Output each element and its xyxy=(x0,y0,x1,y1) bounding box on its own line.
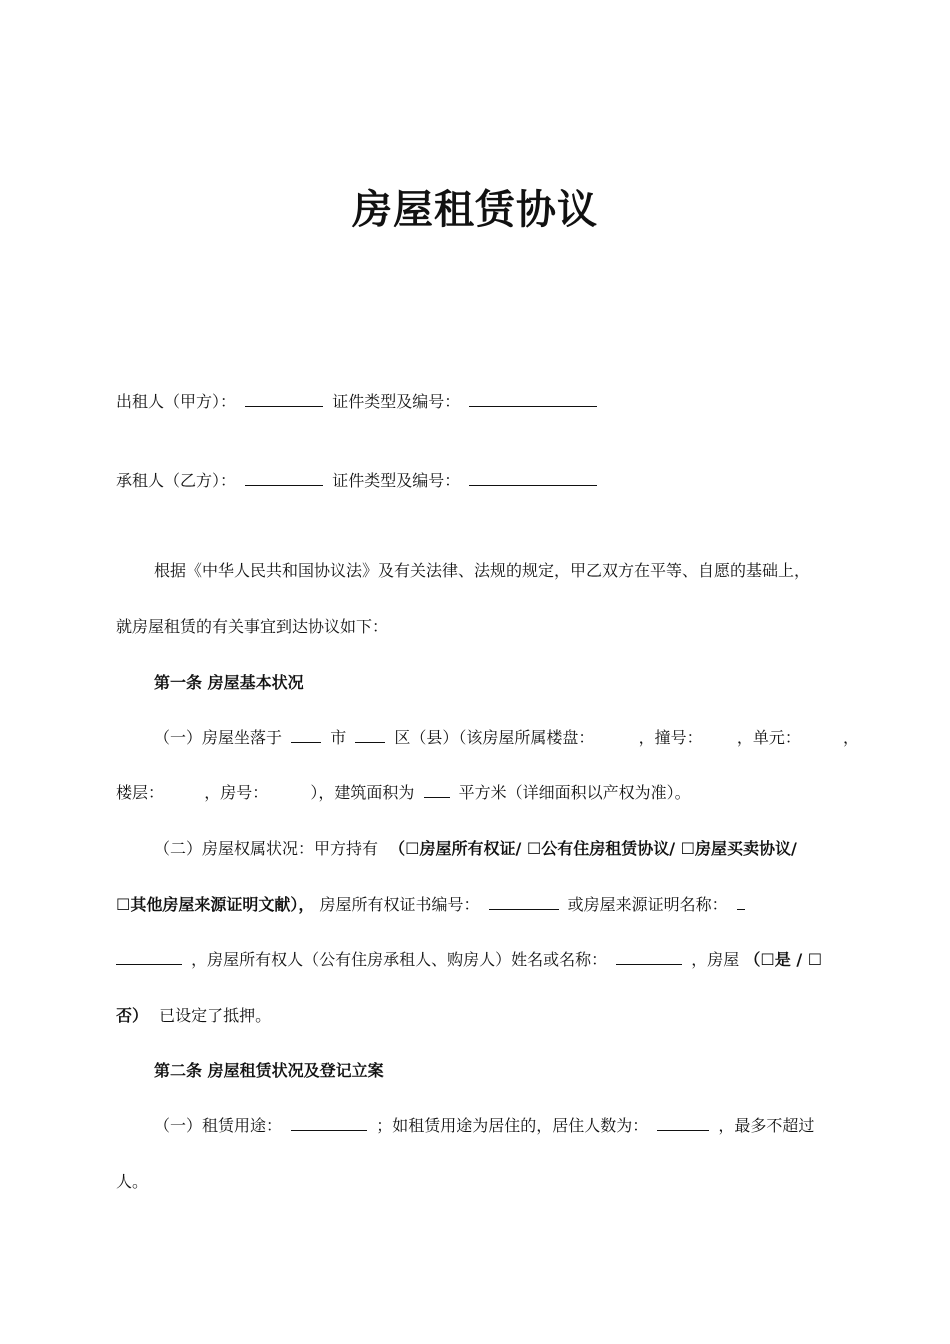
mortgage-label: ，房屋 xyxy=(691,950,740,969)
owner-label: ，房屋所有权人（公有住房承租人、购房人）姓名或名称： xyxy=(191,950,608,969)
location-label: （一）房屋坐落于 xyxy=(154,728,283,747)
party-a-id-blank[interactable] xyxy=(469,392,597,407)
preamble-line-2: 就房屋租赁的有关事宜到达协议如下： xyxy=(116,617,389,636)
max-label: ，最多不超过 xyxy=(718,1116,815,1135)
source-blank-start[interactable] xyxy=(737,895,745,910)
party-a-id-label: 证件类型及编号： xyxy=(332,392,461,411)
article-1-item-2-line-1 xyxy=(154,838,797,860)
party-b-name-blank[interactable] xyxy=(245,471,323,486)
residents-label: ；如租赁用途为居住的，居住人数为： xyxy=(376,1116,649,1135)
source-blank[interactable] xyxy=(116,950,182,965)
party-a-name-blank[interactable] xyxy=(245,392,323,407)
source-label: 或房屋来源证明名称： xyxy=(567,895,728,914)
article-2-heading: 第二条 房屋租赁状况及登记立案 xyxy=(154,1061,384,1080)
certificate-blank[interactable] xyxy=(489,895,559,910)
party-b-id-blank[interactable] xyxy=(469,471,597,486)
area-unit-label: 平方米（详细面积以产权为准）。 xyxy=(458,783,691,802)
party-b-label: 承租人（乙方）： xyxy=(116,471,237,490)
district-label: 区（县）（该房屋所属楼盘： xyxy=(394,728,595,747)
unit-label: ，单元： xyxy=(736,728,801,747)
document-title: 房屋租赁协议 xyxy=(352,187,598,233)
room-label: ，房号： xyxy=(204,783,269,802)
purpose-blank[interactable] xyxy=(291,1116,367,1131)
area-label: ），建筑面积为 xyxy=(310,783,415,802)
party-a-label: 出租人（甲方）： xyxy=(116,392,237,411)
city-blank[interactable] xyxy=(291,728,321,743)
ownership-options-1[interactable]: （☐房屋所有权证/ ☐公有住房租赁协议/ ☐房屋买卖协议/ xyxy=(389,839,797,858)
party-a-line xyxy=(116,391,601,413)
preamble-line-1: 根据《中华人民共和国协议法》及有关法律、法规的规定，甲乙双方在平等、自愿的基础上， xyxy=(154,561,811,580)
comma: ， xyxy=(843,728,860,747)
article-2-item-1-line-2: 人。 xyxy=(116,1172,149,1191)
mortgage-options-2[interactable]: 否） xyxy=(116,1006,149,1025)
party-b-line xyxy=(116,470,601,492)
mortgage-text: 已设定了抵押。 xyxy=(159,1006,272,1025)
area-blank[interactable] xyxy=(424,783,450,798)
article-1-item-1-line-2 xyxy=(116,782,691,804)
purpose-label: （一）租赁用途： xyxy=(154,1116,283,1135)
article-1-item-1-line-1 xyxy=(154,727,859,749)
mortgage-options-1[interactable]: （☐是 / ☐ xyxy=(744,950,823,969)
article-1-item-2-line-2 xyxy=(116,894,749,916)
floor-label: 楼层： xyxy=(116,783,165,802)
party-b-id-label: 证件类型及编号： xyxy=(332,471,461,490)
ownership-label: （二）房屋权属状况：甲方持有 xyxy=(154,839,379,858)
article-1-heading: 第一条 房屋基本状况 xyxy=(154,673,304,692)
district-blank[interactable] xyxy=(355,728,385,743)
article-1-item-2-line-4 xyxy=(116,1005,271,1027)
article-2-item-1-line-1 xyxy=(154,1115,814,1137)
residents-blank[interactable] xyxy=(657,1116,709,1131)
building-label: ，撞号： xyxy=(638,728,703,747)
certificate-label: 房屋所有权证书编号： xyxy=(319,895,480,914)
owner-blank[interactable] xyxy=(616,950,682,965)
city-label: 市 xyxy=(330,728,347,747)
article-1-item-2-line-3 xyxy=(116,949,822,971)
ownership-options-2[interactable]: ☐其他房屋来源证明文献）， xyxy=(116,895,315,914)
